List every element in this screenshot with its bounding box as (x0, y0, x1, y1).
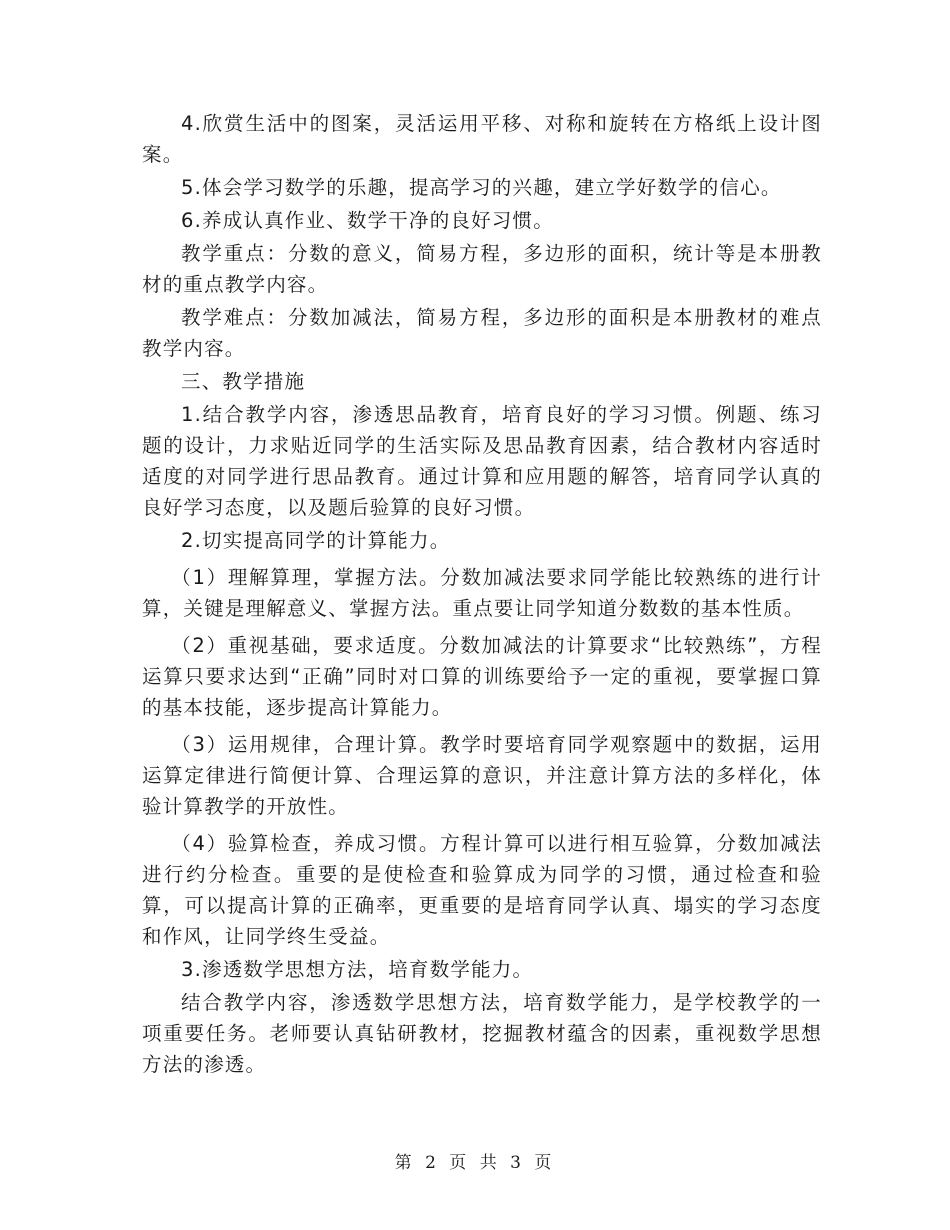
paragraph-measure-2-1: （1）理解算理，掌握方法。分数加减法要求同学能比较熟练的进行计算，关键是理解意义、掌握方法。重点要让同学知道分数数的基本性质。 (142, 566, 822, 620)
paragraph-difficulties: 教学难点：分数加减法，简易方程，多边形的面积是本册教材的难点教学内容。 (142, 306, 822, 360)
paragraph-goal-6: 6.养成认真作业、数学干净的良好习惯。 (181, 209, 554, 232)
paragraph-goal-5: 5.体会学习数学的乐趣，提高学习的兴趣，建立学好数学的信心。 (181, 176, 782, 199)
page-footer: 第 2 页 共 3 页 (394, 1153, 556, 1173)
paragraph-measure-3-body: 结合教学内容，渗透数学思想方法，培育数学能力，是学校教学的一项重要任务。老师要认真钻研教材，挖掘教材蕴含的因素，重视数学思想方法的渗透。 (142, 991, 822, 1076)
paragraph-measure-1: 1.结合教学内容，渗透思品教育，培育良好的学习习惯。例题、练习题的设计，力求贴近同学的生活实际及思品教育因素，结合教材内容适时适度的对同学进行思品教育。通过计算和应用题的解答，培育同学认真的良好学习态度，以及题后验算的良好习惯。 (142, 403, 822, 519)
document-body (142, 108, 822, 1082)
paragraph-goal-4: 4.欣赏生活中的图案，灵活运用平移、对称和旋转在方格纸上设计图案。 (142, 112, 822, 166)
paragraph-key-points: 教学重点：分数的意义，简易方程，多边形的面积，统计等是本册教材的重点教学内容。 (142, 242, 822, 296)
paragraph-measure-2-4: （4）验算检查，养成习惯。方程计算可以进行相互验算，分数加减法进行约分检查。重要的是使检查和验算成为同学的习惯，通过检查和验算，可以提高计算的正确率，更重要的是培育同学认真、塌实的学习态度和作风，让同学终生受益。 (142, 832, 822, 948)
paragraph-measure-2: 2.切实提高同学的计算能力。 (181, 529, 451, 552)
paragraph-measure-2-3: （3）运用规律，合理计算。教学时要培育同学观察题中的数据，运用运算定律进行简便计算、合理运算的意识，并注意计算方法的多样化，体验计算教学的开放性。 (142, 733, 822, 818)
section-heading-measures: 三、教学措施 (181, 370, 306, 393)
paragraph-measure-2-2: （2）重视基础，要求适度。分数加减法的计算要求“比较熟练”，方程运算只要求达到“正确”同时对口算的训练要给予一定的重视，要掌握口算的基本技能，逐步提高计算能力。 (142, 634, 822, 719)
paragraph-measure-3: 3.渗透数学思想方法，培育数学能力。 (181, 958, 534, 981)
